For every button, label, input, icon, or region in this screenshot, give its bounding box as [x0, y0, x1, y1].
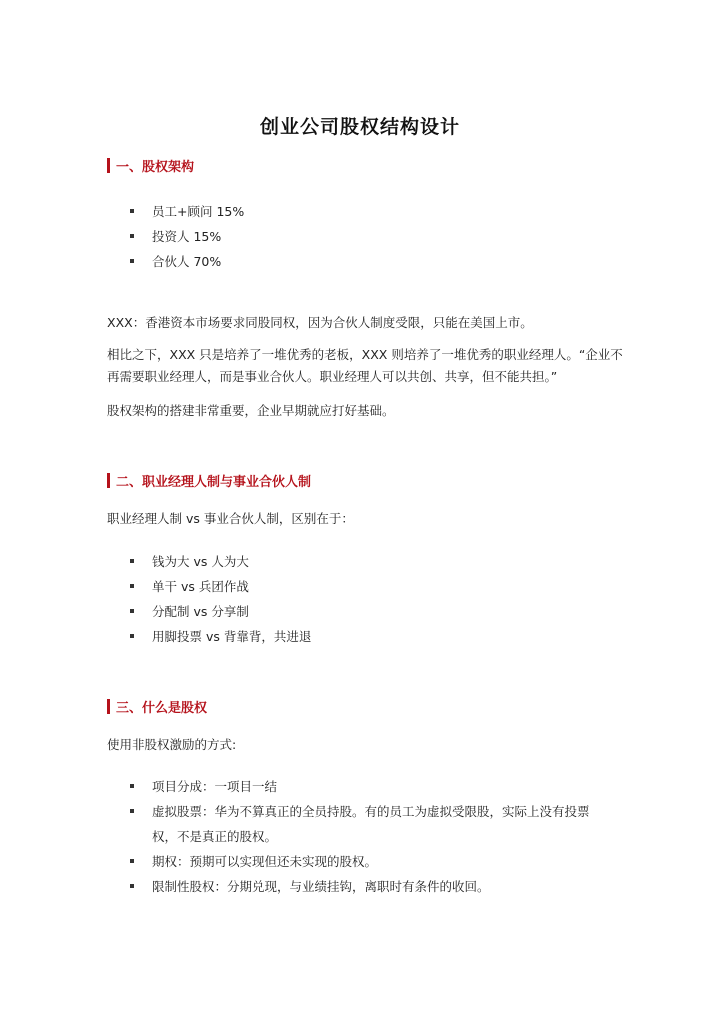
bullet-square-icon	[130, 784, 134, 788]
section-heading-3	[107, 699, 207, 717]
list-item: 员工+顾问 15%	[130, 199, 244, 224]
bullet-square-icon	[130, 234, 134, 238]
list-item: 用脚投票 vs 背靠背，共进退	[130, 624, 311, 649]
bullet-square-icon	[130, 584, 134, 588]
bullet-square-icon	[130, 884, 134, 888]
paragraph: 股权架构的搭建非常重要，企业早期就应打好基础。	[107, 403, 395, 418]
bullet-square-icon	[130, 559, 134, 563]
list-item: 分配制 vs 分享制	[130, 599, 311, 624]
list-item: 项目分成：一项目一结	[130, 774, 612, 799]
list-item: 投资人 15%	[130, 224, 244, 249]
list-item: 单干 vs 兵团作战	[130, 574, 311, 599]
list-item: 合伙人 70%	[130, 249, 244, 274]
document-title: 创业公司股权结构设计	[259, 116, 460, 138]
paragraph: 职业经理人制 vs 事业合伙人制，区别在于：	[107, 511, 354, 526]
bullet-square-icon	[130, 859, 134, 863]
section-marker	[107, 473, 110, 488]
bullet-square-icon	[130, 209, 134, 213]
bullet-list-3	[130, 774, 612, 899]
bullet-list-2	[130, 549, 311, 649]
section-heading-text: 一、股权架构	[116, 160, 195, 175]
list-item: 虚拟股票：华为不算真正的全员持股。有的员工为虚拟受限股，实际上没有投票权，不是真正的股权。	[130, 799, 612, 849]
bullet-square-icon	[130, 259, 134, 263]
section-heading-1	[107, 158, 194, 176]
section-marker	[107, 699, 110, 714]
list-item: 钱为大 vs 人为大	[130, 549, 311, 574]
bullet-square-icon	[130, 809, 134, 813]
paragraph: 相比之下，XXX 只是培养了一堆优秀的老板，XXX 则培养了一堆优秀的职业经理人。“企业不再需要职业经理人，而是事业合伙人。职业经理人可以共创、共享，但不能共担。”	[107, 347, 623, 384]
section-heading-text: 二、职业经理人制与事业合伙人制	[116, 475, 312, 490]
list-item: 限制性股权：分期兑现，与业绩挂钩，离职时有条件的收回。	[130, 874, 612, 899]
section-heading-2	[107, 473, 311, 491]
bullet-square-icon	[130, 634, 134, 638]
section-heading-text: 三、什么是股权	[116, 701, 208, 716]
paragraph: XXX：香港资本市场要求同股同权，因为合伙人制度受限，只能在美国上市。	[107, 315, 533, 330]
section-marker	[107, 158, 110, 173]
list-item: 期权：预期可以实现但还未实现的股权。	[130, 849, 612, 874]
bullet-square-icon	[130, 609, 134, 613]
bullet-list-1	[130, 199, 244, 274]
paragraph: 使用非股权激励的方式:	[107, 737, 237, 752]
